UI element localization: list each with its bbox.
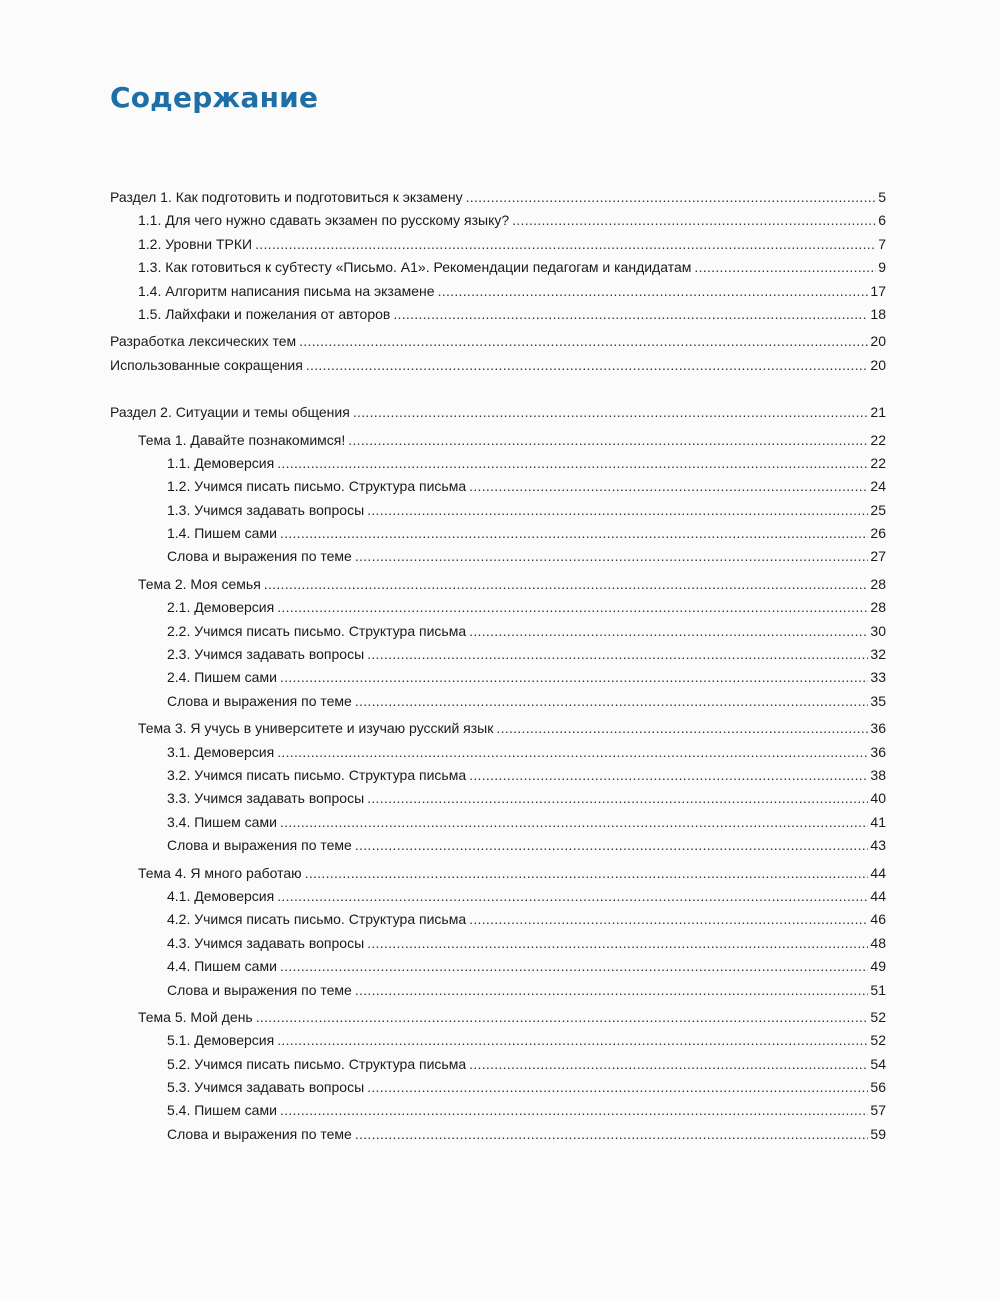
toc-entry[interactable] — [110, 690, 886, 713]
toc-entry-title: 3.3. Учимся задавать вопросы — [167, 790, 365, 807]
toc-leader-dots — [280, 955, 869, 978]
toc-page-number: 32 — [870, 646, 886, 663]
toc-leader-dots — [496, 717, 868, 740]
toc-entry-title: Слова и выражения по теме — [167, 837, 352, 854]
toc-leader-dots — [355, 690, 869, 713]
toc-leader-dots — [367, 932, 868, 955]
toc-entry[interactable] — [110, 741, 886, 764]
toc-entry-title: Использованные сокращения — [110, 356, 303, 373]
toc-page-number: 25 — [870, 501, 886, 518]
toc-leader-dots — [280, 811, 869, 834]
toc-page-number: 59 — [870, 1125, 886, 1142]
toc-entry[interactable] — [110, 280, 886, 303]
toc-leader-dots — [280, 666, 869, 689]
toc-page-number: 30 — [870, 622, 886, 639]
toc-page-number: 28 — [870, 599, 886, 616]
toc-leader-dots — [355, 834, 869, 857]
toc-entry[interactable] — [110, 499, 886, 522]
toc-entry-title: 1.4. Пишем сами — [167, 525, 277, 542]
toc-page-number: 43 — [870, 837, 886, 854]
toc-entry[interactable] — [110, 186, 886, 209]
toc-entry[interactable] — [110, 1006, 886, 1029]
toc-leader-dots — [353, 401, 869, 424]
toc-entry[interactable] — [110, 233, 886, 256]
toc-page-number: 20 — [870, 333, 886, 350]
toc-entry-title: 1.5. Лайхфаки и пожелания от авторов — [138, 305, 391, 322]
toc-entry[interactable] — [110, 209, 886, 232]
toc-page-number: 57 — [870, 1102, 886, 1119]
toc-page-number: 17 — [870, 282, 886, 299]
toc-entry[interactable] — [110, 1053, 886, 1076]
toc-entry[interactable] — [110, 1076, 886, 1099]
toc-entry[interactable] — [110, 955, 886, 978]
toc-page-number: 44 — [870, 864, 886, 881]
toc-leader-dots — [280, 522, 869, 545]
toc-leader-dots — [256, 1006, 869, 1029]
toc-entry-title: 3.1. Демоверсия — [167, 743, 275, 760]
toc-entry-title: 4.1. Демоверсия — [167, 887, 275, 904]
toc-entry-title: 2.3. Учимся задавать вопросы — [167, 646, 365, 663]
toc-page-number: 5 — [878, 189, 886, 205]
toc-leader-dots — [367, 499, 868, 522]
toc-page-number: 33 — [870, 669, 886, 686]
toc-entry-title: Раздел 1. Как подготовить и подготовиться к экзамену — [110, 189, 463, 205]
toc-leader-dots — [355, 979, 869, 1002]
toc-page-number: 52 — [870, 1032, 886, 1049]
toc-page-number: 44 — [870, 887, 886, 904]
toc-page-number: 20 — [870, 356, 886, 373]
toc-entry[interactable] — [110, 787, 886, 810]
toc-page-number: 18 — [870, 305, 886, 322]
toc-entry[interactable] — [110, 429, 886, 452]
toc-entry[interactable] — [110, 643, 886, 666]
toc-entry-title: 2.1. Демоверсия — [167, 599, 275, 616]
toc-page-number: 9 — [878, 259, 886, 276]
toc-leader-dots — [299, 330, 868, 353]
toc-leader-dots — [469, 1053, 868, 1076]
toc-leader-dots — [280, 1099, 869, 1122]
toc-spacer — [110, 377, 886, 401]
toc-page-number: 7 — [878, 235, 886, 252]
toc-entry[interactable] — [110, 330, 886, 353]
toc-entry[interactable] — [110, 303, 886, 326]
toc-leader-dots — [277, 885, 868, 908]
toc-page-number: 22 — [870, 454, 886, 471]
toc-page-number: 24 — [870, 478, 886, 495]
toc-leader-dots — [466, 186, 877, 209]
toc-entry-title: 5.1. Демоверсия — [167, 1032, 275, 1049]
toc-leader-dots — [306, 354, 869, 377]
toc-entry[interactable] — [110, 522, 886, 545]
toc-entry[interactable] — [110, 764, 886, 787]
toc-entry[interactable] — [110, 717, 886, 740]
toc-entry-title: Разработка лексических тем — [110, 333, 297, 350]
toc-page-number: 21 — [870, 404, 886, 421]
toc-leader-dots — [277, 741, 868, 764]
toc-entry-title: Слова и выражения по теме — [167, 548, 352, 565]
toc-entry-title: 1.2. Учимся писать письмо. Структура письма — [167, 478, 467, 495]
toc-entry-title: 5.2. Учимся писать письмо. Структура письма — [167, 1055, 467, 1072]
toc-page-number: 48 — [870, 934, 886, 951]
toc-entry[interactable] — [110, 475, 886, 498]
toc-page-number: 41 — [870, 813, 886, 830]
toc-entry-title: 2.4. Пишем сами — [167, 669, 277, 686]
toc-entry-title: 1.1. Для чего нужно сдавать экзамен по русскому языку? — [138, 212, 510, 229]
toc-leader-dots — [367, 1076, 868, 1099]
toc-page-number: 56 — [870, 1079, 886, 1096]
toc-page-number: 46 — [870, 911, 886, 928]
toc-entry-title: 3.2. Учимся писать письмо. Структура письма — [167, 766, 467, 783]
table-of-contents — [110, 186, 886, 1146]
toc-entry[interactable] — [110, 811, 886, 834]
toc-leader-dots — [367, 643, 868, 666]
toc-entry-title: Слова и выражения по теме — [167, 692, 352, 709]
toc-entry-title: Тема 3. Я учусь в университете и изучаю русский язык — [138, 720, 494, 737]
toc-entry[interactable] — [110, 1029, 886, 1052]
toc-leader-dots — [305, 862, 869, 885]
toc-entry-title: Тема 1. Давайте познакомимся! — [138, 431, 346, 448]
toc-entry-title: 3.4. Пишем сами — [167, 813, 277, 830]
toc-entry[interactable] — [110, 596, 886, 619]
toc-leader-dots — [355, 545, 869, 568]
toc-leader-dots — [264, 573, 869, 596]
toc-leader-dots — [512, 209, 876, 232]
toc-entry-title: Раздел 2. Ситуации и темы общения — [110, 404, 350, 421]
toc-entry[interactable] — [110, 979, 886, 1002]
toc-leader-dots — [393, 303, 868, 326]
toc-entry[interactable] — [110, 834, 886, 857]
toc-entry-title: 5.4. Пишем сами — [167, 1102, 277, 1119]
toc-leader-dots — [277, 1029, 868, 1052]
toc-entry[interactable] — [110, 256, 886, 279]
toc-entry-title: Слова и выражения по теме — [167, 1125, 352, 1142]
toc-page-number: 28 — [870, 575, 886, 592]
toc-page-number: 36 — [870, 743, 886, 760]
toc-leader-dots — [469, 620, 868, 643]
toc-page-number: 26 — [870, 525, 886, 542]
toc-entry-title: 5.3. Учимся задавать вопросы — [167, 1079, 365, 1096]
toc-leader-dots — [348, 429, 868, 452]
toc-entry-title: 1.1. Демоверсия — [167, 454, 275, 471]
toc-entry-title: 4.4. Пишем сами — [167, 958, 277, 975]
toc-entry-title: 1.4. Алгоритм написания письма на экзамене — [138, 282, 435, 299]
toc-leader-dots — [438, 280, 869, 303]
toc-entry[interactable] — [110, 401, 886, 424]
toc-leader-dots — [355, 1123, 869, 1146]
toc-entry[interactable] — [110, 862, 886, 885]
toc-page-number: 40 — [870, 790, 886, 807]
toc-entry-title: 2.2. Учимся писать письмо. Структура письма — [167, 622, 467, 639]
toc-page-number: 38 — [870, 766, 886, 783]
toc-entry[interactable] — [110, 620, 886, 643]
toc-entry-title: 1.3. Учимся задавать вопросы — [167, 501, 365, 518]
toc-leader-dots — [255, 233, 876, 256]
toc-leader-dots — [469, 908, 868, 931]
toc-page-number: 22 — [870, 431, 886, 448]
toc-entry-title: 1.2. Уровни ТРКИ — [138, 235, 253, 252]
toc-entry-title: Тема 2. Моя семья — [138, 575, 261, 592]
toc-entry-title: Тема 5. Мой день — [138, 1008, 253, 1025]
toc-entry-title: 4.3. Учимся задавать вопросы — [167, 934, 365, 951]
toc-entry[interactable] — [110, 666, 886, 689]
page-title: Содержание — [110, 81, 319, 114]
toc-page-number: 35 — [870, 692, 886, 709]
toc-entry-title: 1.3. Как готовиться к субтесту «Письмо. А1». Рекомендации педагогам и кандидатам — [138, 259, 692, 276]
toc-entry-title: Слова и выражения по теме — [167, 981, 352, 998]
toc-page-number: 36 — [870, 720, 886, 737]
toc-page-number: 6 — [878, 212, 886, 229]
toc-leader-dots — [277, 596, 868, 619]
toc-page-number: 52 — [870, 1008, 886, 1025]
toc-page-number: 27 — [870, 548, 886, 565]
toc-entry[interactable] — [110, 452, 886, 475]
toc-leader-dots — [469, 475, 868, 498]
toc-entry[interactable] — [110, 885, 886, 908]
toc-entry[interactable] — [110, 908, 886, 931]
toc-entry[interactable] — [110, 932, 886, 955]
toc-leader-dots — [277, 452, 868, 475]
toc-entry[interactable] — [110, 545, 886, 568]
toc-leader-dots — [694, 256, 876, 279]
toc-entry-title: 4.2. Учимся писать письмо. Структура письма — [167, 911, 467, 928]
toc-leader-dots — [367, 787, 868, 810]
toc-entry[interactable] — [110, 1123, 886, 1146]
toc-page-number: 54 — [870, 1055, 886, 1072]
toc-entry[interactable] — [110, 1099, 886, 1122]
toc-page-number: 51 — [870, 981, 886, 998]
toc-leader-dots — [469, 764, 868, 787]
toc-entry-title: Тема 4. Я много работаю — [138, 864, 302, 881]
toc-page-number: 49 — [870, 958, 886, 975]
toc-entry[interactable] — [110, 573, 886, 596]
toc-entry[interactable] — [110, 354, 886, 377]
